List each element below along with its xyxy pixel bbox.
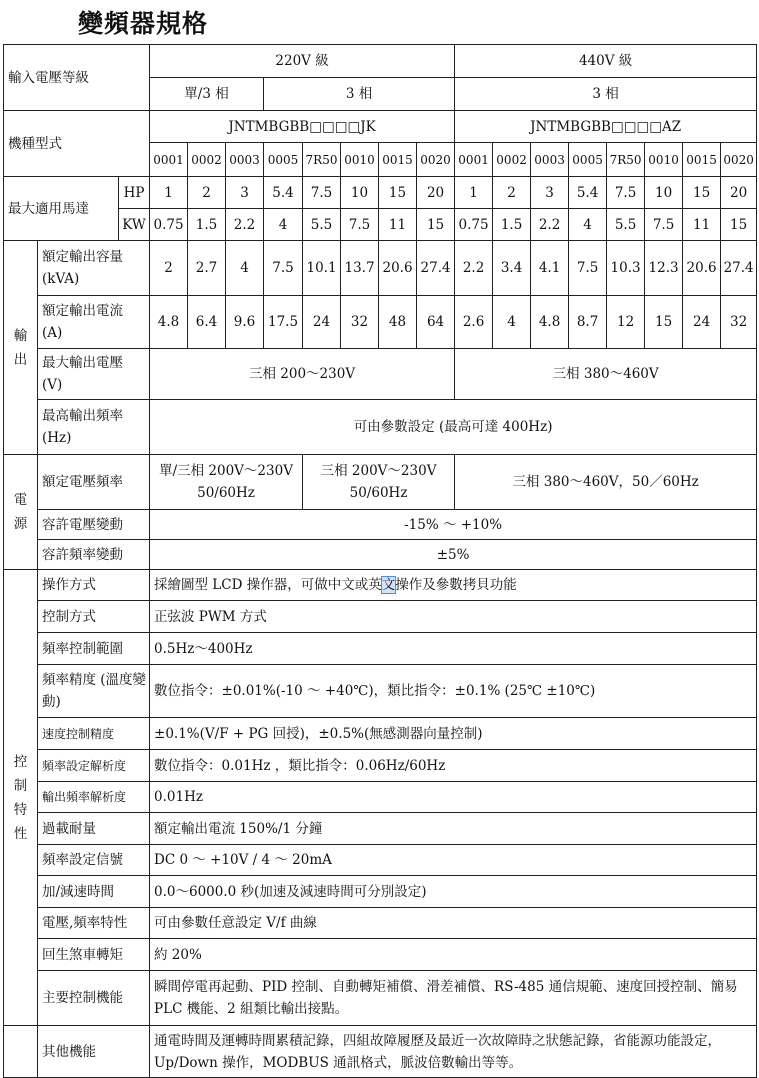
kw-value: 4 <box>264 209 303 241</box>
class-440-header: 440V 級 <box>455 45 757 78</box>
current-value: 32 <box>341 296 379 349</box>
model-440: JNTMBGBB□□□□AZ <box>455 111 757 143</box>
output-group-label: 輸出 <box>4 241 38 455</box>
model-label: 機種型式 <box>4 111 150 177</box>
hp-value: 7.5 <box>607 177 645 209</box>
capacity-value: 13.7 <box>341 241 379 296</box>
table-row-control <box>4 601 757 633</box>
kw-value: 15 <box>721 209 757 241</box>
current-value: 24 <box>303 296 341 349</box>
hp-value: 15 <box>683 177 721 209</box>
hp-value: 1 <box>150 177 188 209</box>
kw-value: 1.5 <box>493 209 531 241</box>
kw-value: 4 <box>569 209 607 241</box>
hp-value: 5.4 <box>264 177 303 209</box>
current-value: 48 <box>379 296 417 349</box>
kw-value: 11 <box>683 209 721 241</box>
table-row-voltage-class <box>4 45 757 78</box>
current-value: 32 <box>721 296 757 349</box>
table-row-control <box>4 971 757 1026</box>
hp-value: 15 <box>379 177 417 209</box>
other-group-cell <box>4 1026 38 1078</box>
model-code: 0003 <box>531 143 569 177</box>
kw-value: 5.5 <box>607 209 645 241</box>
table-row-model <box>4 111 757 143</box>
table-row-frequency-tolerance <box>4 540 757 570</box>
other-value: 通電時間及運轉時間累積記錄，四組故障履歷及最近一次故障時之狀態記錄，省能源功能設定，Up/Down 操作，MODBUS 通訊格式，脈波倍數輸出等等。 <box>150 1026 757 1078</box>
control-label: 控制方式 <box>38 601 150 633</box>
input-voltage-label: 輸入電壓等級 <box>4 45 150 111</box>
control-value: 正弦波 PWM 方式 <box>150 601 757 633</box>
current-value: 64 <box>417 296 455 349</box>
table-row-control <box>4 570 757 601</box>
control-label: 頻率控制範圍 <box>38 633 150 665</box>
model-code: 0005 <box>569 143 607 177</box>
capacity-value: 2.7 <box>188 241 226 296</box>
control-value: 數位指令：0.01Hz ，類比指令：0.06Hz/60Hz <box>150 750 757 782</box>
frequency-tolerance-value: ±5% <box>150 540 757 570</box>
hp-value: 10 <box>645 177 683 209</box>
capacity-value: 27.4 <box>417 241 455 296</box>
control-value: ±0.1%(V/F + PG 回授)，±0.5%(無感測器向量控制) <box>150 718 757 750</box>
control-group-label: 控制特性 <box>4 570 38 1026</box>
table-row-max-voltage <box>4 349 757 400</box>
table-row-output-capacity <box>4 241 757 296</box>
kw-value: 0.75 <box>455 209 493 241</box>
kw-value: 0.75 <box>150 209 188 241</box>
current-value: 2.6 <box>455 296 493 349</box>
class-220-header: 220V 級 <box>150 45 455 78</box>
model-code: 0010 <box>645 143 683 177</box>
other-label: 其他機能 <box>38 1026 150 1078</box>
table-row-control <box>4 813 757 845</box>
capacity-value: 20.6 <box>379 241 417 296</box>
text-selection-highlight[interactable]: 文 <box>381 577 396 593</box>
model-220: JNTMBGBB□□□□JK <box>150 111 455 143</box>
voltage-tolerance-value: -15% ～ +10% <box>150 510 757 540</box>
current-label: 額定輸出電流 (A) <box>38 296 150 349</box>
control-value: 0.5Hz～400Hz <box>150 633 757 665</box>
control-value: 0.01Hz <box>150 782 757 813</box>
current-value: 4.8 <box>531 296 569 349</box>
power-group-label: 電源 <box>4 455 38 570</box>
control-label: 加/減速時間 <box>38 876 150 908</box>
control-value: 瞬間停電再起動、PID 控制、自動轉矩補償、滑差補償、RS-485 通信規範、速度回授控制、簡易 PLC 機能、2 組類比輸出接點。 <box>150 971 757 1026</box>
control-label: 頻率精度 (溫度變動) <box>38 665 150 718</box>
kw-value: 15 <box>417 209 455 241</box>
phase-220-three: 3 相 <box>264 78 455 111</box>
model-code: 0001 <box>455 143 493 177</box>
model-code: 0010 <box>341 143 379 177</box>
frequency-tolerance-label: 容許頻率變動 <box>38 540 150 570</box>
model-code: 0015 <box>683 143 721 177</box>
table-row-control <box>4 665 757 718</box>
capacity-value: 7.5 <box>569 241 607 296</box>
control-value-text: 操作及參數拷貝功能 <box>395 577 517 593</box>
current-value: 12 <box>607 296 645 349</box>
hp-value: 2 <box>493 177 531 209</box>
capacity-value: 10.3 <box>607 241 645 296</box>
max-frequency-label: 最高輸出頻率 (Hz) <box>38 400 150 455</box>
model-code: 0020 <box>417 143 455 177</box>
kw-label: KW <box>119 209 150 241</box>
control-label: 頻率設定解析度 <box>38 750 150 782</box>
model-code: 0020 <box>721 143 757 177</box>
model-code: 7R50 <box>303 143 341 177</box>
current-value: 8.7 <box>569 296 607 349</box>
max-voltage-220: 三相 200～230V <box>150 349 455 400</box>
capacity-label: 額定輸出容量 (kVA) <box>38 241 150 296</box>
control-label: 頻率設定信號 <box>38 845 150 876</box>
control-label: 電壓,頻率特性 <box>38 908 150 939</box>
hp-value: 3 <box>226 177 264 209</box>
hp-value: 2 <box>188 177 226 209</box>
control-label: 操作方式 <box>38 570 150 601</box>
phase-440-three: 3 相 <box>455 78 757 111</box>
current-value: 15 <box>645 296 683 349</box>
kw-value: 2.2 <box>226 209 264 241</box>
rated-power-220-three: 三相 200V～230V 50/60Hz <box>303 455 455 510</box>
control-value: 額定輸出電流 150%/1 分鐘 <box>150 813 757 845</box>
control-label: 過載耐量 <box>38 813 150 845</box>
model-code: 0001 <box>150 143 188 177</box>
kw-value: 11 <box>379 209 417 241</box>
table-row-voltage-tolerance <box>4 510 757 540</box>
control-label: 主要控制機能 <box>38 971 150 1026</box>
table-row-control <box>4 876 757 908</box>
model-code: 0002 <box>188 143 226 177</box>
control-label: 回生煞車轉矩 <box>38 939 150 971</box>
hp-value: 5.4 <box>569 177 607 209</box>
model-code: 0015 <box>379 143 417 177</box>
hp-value: 20 <box>721 177 757 209</box>
table-row-output-current <box>4 296 757 349</box>
capacity-value: 2 <box>150 241 188 296</box>
current-value: 9.6 <box>226 296 264 349</box>
control-value: 數位指令：±0.01%(-10 ～ +40℃)，類比指令：±0.1% (25℃ ±10℃) <box>150 665 757 718</box>
model-code: 0005 <box>264 143 303 177</box>
control-value: 0.0～6000.0 秒(加速及減速時間可分別設定) <box>150 876 757 908</box>
current-value: 4 <box>493 296 531 349</box>
current-value: 4.8 <box>150 296 188 349</box>
table-row-control <box>4 718 757 750</box>
hp-value: 7.5 <box>303 177 341 209</box>
table-row-control <box>4 633 757 665</box>
control-label: 速度控制精度 <box>38 718 150 750</box>
kw-value: 7.5 <box>341 209 379 241</box>
kw-value: 7.5 <box>645 209 683 241</box>
table-row-control <box>4 750 757 782</box>
hp-value: 10 <box>341 177 379 209</box>
table-row-control <box>4 908 757 939</box>
hp-label: HP <box>119 177 150 209</box>
page-title: 變頻器規格 <box>78 9 209 38</box>
current-value: 24 <box>683 296 721 349</box>
control-value <box>150 570 757 601</box>
model-code: 0002 <box>493 143 531 177</box>
table-row-control <box>4 845 757 876</box>
table-row-other <box>4 1026 757 1078</box>
capacity-value: 4.1 <box>531 241 569 296</box>
voltage-tolerance-label: 容許電壓變動 <box>38 510 150 540</box>
rated-power-220-single: 單/三相 200V～230V 50/60Hz <box>150 455 303 510</box>
spec-table <box>3 44 757 1078</box>
capacity-value: 7.5 <box>264 241 303 296</box>
model-code: 7R50 <box>607 143 645 177</box>
control-value: 約 20% <box>150 939 757 971</box>
capacity-value: 20.6 <box>683 241 721 296</box>
table-row-rated-power <box>4 455 757 510</box>
kw-value: 2.2 <box>531 209 569 241</box>
current-value: 6.4 <box>188 296 226 349</box>
max-voltage-label: 最大輸出電壓 (V) <box>38 349 150 400</box>
hp-value: 1 <box>455 177 493 209</box>
kw-value: 5.5 <box>303 209 341 241</box>
capacity-value: 10.1 <box>303 241 341 296</box>
current-value: 17.5 <box>264 296 303 349</box>
table-row-control <box>4 939 757 971</box>
capacity-value: 3.4 <box>493 241 531 296</box>
phase-220-single: 單/3 相 <box>150 78 264 111</box>
capacity-value: 2.2 <box>455 241 493 296</box>
motor-label: 最大適用馬達 <box>4 177 119 241</box>
control-value-text: 採繪圖型 LCD 操作器，可做中文或英 <box>154 577 382 593</box>
rated-power-440: 三相 380～460V，50／60Hz <box>455 455 757 510</box>
capacity-value: 4 <box>226 241 264 296</box>
table-row-hp <box>4 177 757 209</box>
max-frequency-value: 可由參數設定 (最高可達 400Hz) <box>150 400 757 455</box>
model-code: 0003 <box>226 143 264 177</box>
rated-power-label: 額定電壓頻率 <box>38 455 150 510</box>
table-row-control <box>4 782 757 813</box>
capacity-value: 27.4 <box>721 241 757 296</box>
hp-value: 20 <box>417 177 455 209</box>
control-label: 輸出頻率解析度 <box>38 782 150 813</box>
hp-value: 3 <box>531 177 569 209</box>
control-value: 可由參數任意設定 V/f 曲線 <box>150 908 757 939</box>
table-row-max-frequency <box>4 400 757 455</box>
capacity-value: 12.3 <box>645 241 683 296</box>
kw-value: 1.5 <box>188 209 226 241</box>
control-value: DC 0 ～ +10V / 4 ～ 20mA <box>150 845 757 876</box>
max-voltage-440: 三相 380～460V <box>455 349 757 400</box>
